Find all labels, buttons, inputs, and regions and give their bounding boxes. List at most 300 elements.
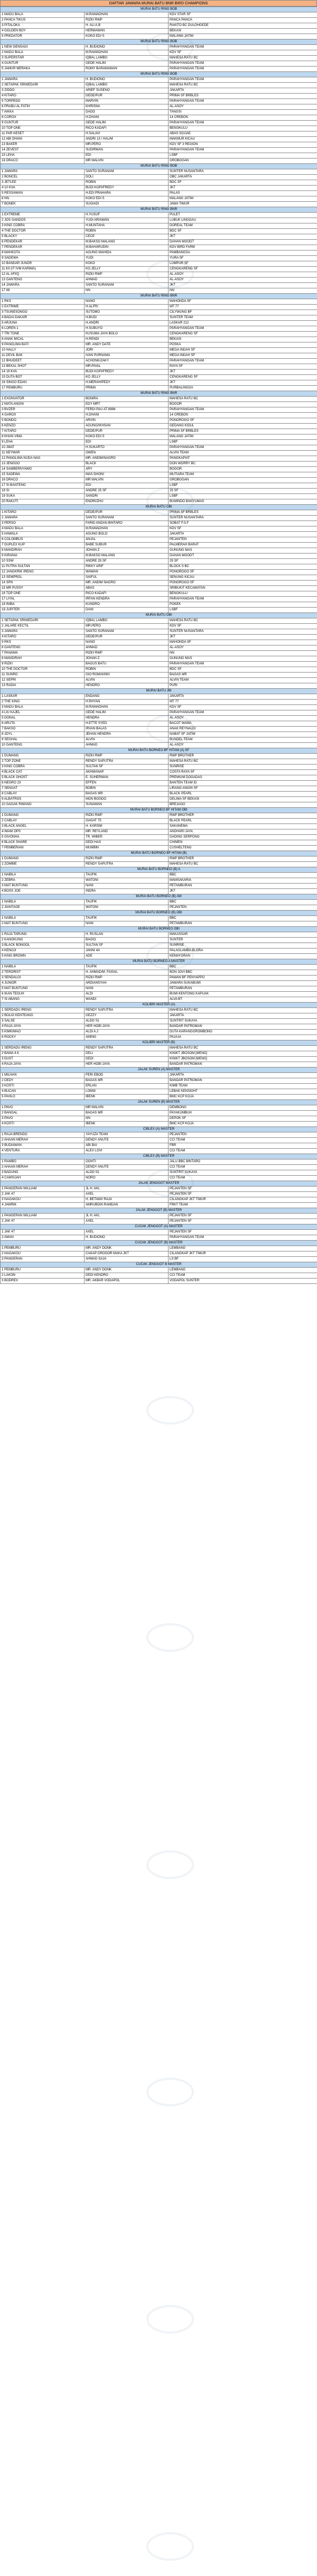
- owner-name-cell: ABAS: [85, 586, 169, 591]
- team-name-cell: CCI TEAM: [169, 1149, 317, 1154]
- owner-name-cell: SUNAWAN: [85, 802, 169, 808]
- class-header-row: [1, 959, 317, 965]
- team-name-cell: PARAHYANGAN TEAM: [169, 407, 317, 413]
- bird-name-cell: 2 KANGKUNG: [1, 938, 85, 943]
- bird-name-cell: 17 SI BANTENG: [1, 483, 85, 489]
- class-header-row: [1, 613, 317, 618]
- owner-name-cell: TAUFIK: [85, 916, 169, 921]
- owner-name-cell: NANO: [85, 299, 169, 305]
- bird-name-cell: 3 BADUNG: [1, 1170, 85, 1176]
- owner-name-cell: JANNI 4A: [85, 948, 169, 954]
- table-row: [1, 667, 317, 673]
- owner-name-cell: RENDY SAPUTRA: [85, 1008, 169, 1013]
- table-row: [1, 1051, 317, 1057]
- table-row: [1, 337, 317, 342]
- team-name-cell: JAKARTA: [169, 694, 317, 700]
- owner-name-cell: ANDRE 25 SF: [85, 559, 169, 564]
- class-header: KOLIBRI MASTER (A): [1, 1003, 317, 1008]
- table-row: [1, 727, 317, 732]
- bird-name-cell: 6 COLOMBUS: [1, 537, 85, 543]
- class-header-row: [1, 1100, 317, 1105]
- class-header-row: [1, 851, 317, 857]
- table-row: [1, 342, 317, 348]
- class-header-row: [1, 1224, 317, 1230]
- table-row: [1, 288, 317, 294]
- team-name-cell: PREMIUM DOGADAS: [169, 775, 317, 781]
- table-row: [1, 1019, 317, 1024]
- team-name-cell: LIRANG ANGIN SF: [169, 786, 317, 792]
- owner-name-cell: H. BUDIONO: [85, 1235, 169, 1241]
- table-row: [1, 240, 317, 245]
- table-row: [1, 223, 317, 229]
- table-row: [1, 131, 317, 137]
- owner-name-cell: H.EDI PRAHARA: [85, 191, 169, 196]
- watermark-logo-icon: [146, 2305, 194, 2334]
- watermark-logo-icon: [146, 1396, 194, 1425]
- table-row: [1, 478, 317, 483]
- team-name-cell: FRKT TEAM: [169, 1203, 317, 1208]
- bird-name-cell: 7 DUPLEX KUP: [1, 543, 85, 548]
- bird-name-cell: 6 NEGRO 23: [1, 781, 85, 786]
- table-row: [1, 1046, 317, 1051]
- bird-name-cell: 10 HALLY: [1, 348, 85, 353]
- team-name-cell: PONOROGO SF: [169, 418, 317, 424]
- owner-name-cell: HER HOBI JAYA: [85, 1024, 169, 1030]
- team-name-cell: SUNTER NUSANTARA: [169, 629, 317, 635]
- watermark-logo-icon: [146, 2078, 194, 2106]
- owner-name-cell: YAYUZA TEAM: [85, 1132, 169, 1138]
- owner-name-cell: KO.JELLY: [85, 267, 169, 272]
- table-row: [1, 99, 317, 104]
- team-name-cell: MUTIARA TEAM: [169, 472, 317, 478]
- team-name-cell: PRIMA SF BRBLES: [169, 510, 317, 516]
- team-name-cell: BMC KCP KOJA: [169, 1122, 317, 1127]
- bird-name-cell: 1 EXTREME: [1, 213, 85, 218]
- table-row: [1, 218, 317, 223]
- class-header: MURAI BATU OBI: [1, 613, 317, 618]
- table-row: [1, 456, 317, 462]
- bird-name-cell: 7 SI ABANG: [1, 997, 85, 1003]
- class-header-row: [1, 294, 317, 299]
- team-name-cell: BOGOR: [169, 467, 317, 472]
- bird-name-cell: 4 GAROX: [1, 413, 85, 418]
- team-name-cell: CCI TEAM: [169, 1165, 317, 1170]
- team-name-cell: SENUNG KICAU: [169, 575, 317, 581]
- class-header-row: [1, 1181, 317, 1187]
- table-row: [1, 483, 317, 489]
- table-row: [1, 1116, 317, 1122]
- table-row: [1, 251, 317, 256]
- owner-name-cell: MR. ANDY DONK: [85, 1268, 169, 1273]
- table-row: [1, 1062, 317, 1068]
- bird-name-cell: 15 DUTA BOT: [1, 375, 85, 380]
- bird-name-cell: 5 HAWALA: [1, 532, 85, 537]
- owner-name-cell: MUMBIN: [85, 846, 169, 851]
- team-name-cell: JKT: [169, 889, 317, 894]
- bird-name-cell: 1 DUMANG: [1, 813, 85, 819]
- team-name-cell: LS BF: [169, 1257, 317, 1262]
- table-row: [1, 1084, 317, 1089]
- owner-name-cell: TAUFIK: [85, 900, 169, 905]
- bird-name-cell: 1 RAJA BRENDO: [1, 1132, 85, 1138]
- bird-name-cell: 4 KITARO: [1, 635, 85, 640]
- table-row: [1, 451, 317, 456]
- table-row: [1, 624, 317, 629]
- team-name-cell: PEJANTEN: [169, 905, 317, 911]
- team-name-cell: PANGKAPIAT: [169, 456, 317, 462]
- table-row: [1, 1170, 317, 1176]
- owner-name-cell: AMING: [85, 1035, 169, 1040]
- table-row: [1, 884, 317, 889]
- table-row: [1, 148, 317, 153]
- owner-name-cell: ROBIN: [85, 667, 169, 673]
- team-name-cell: BEKASI: [169, 29, 317, 34]
- table-row: [1, 229, 317, 234]
- owner-name-cell: ADE: [85, 954, 169, 959]
- team-name-cell: MAHONDA SF: [169, 299, 317, 305]
- bird-name-cell: 10 GANTENG: [1, 743, 85, 748]
- owner-name-cell: BAGIO: [85, 938, 169, 943]
- team-name-cell: LSBF: [169, 153, 317, 159]
- table-row: [1, 429, 317, 434]
- class-header: CUCAK JENGGOT B MASTER: [1, 1262, 317, 1268]
- bird-name-cell: 2 PANCA TIKUS: [1, 18, 85, 23]
- owner-name-cell: JOHAN Z: [85, 548, 169, 554]
- team-name-cell: BBC: [169, 873, 317, 878]
- owner-name-cell: RIZKI RWP: [85, 651, 169, 656]
- bird-name-cell: 12 BHUDEET: [1, 359, 85, 364]
- table-row: [1, 970, 317, 976]
- bird-name-cell: 3 JETLEE: [1, 180, 85, 186]
- table-row: [1, 1132, 317, 1138]
- team-name-cell: BOGOR: [169, 402, 317, 407]
- team-name-cell: SUNTER NUSANTARA: [169, 169, 317, 175]
- team-name-cell: CILANGKAP JKT TIMUR: [169, 1197, 317, 1203]
- bird-name-cell: 5 RESSAWAN: [1, 191, 85, 196]
- bird-name-cell: 5 DONAL: [1, 716, 85, 721]
- team-name-cell: PAWAN BF PENYAPPO: [169, 976, 317, 981]
- team-name-cell: GROBOGAN: [169, 478, 317, 483]
- team-name-cell: MAKMUR KICAU: [169, 137, 317, 142]
- team-name-cell: MAKASSAR: [169, 932, 317, 938]
- table-row: [1, 121, 317, 126]
- table-row: [1, 819, 317, 824]
- table-row: [1, 781, 317, 786]
- bird-name-cell: 3 TSUNESONGO: [1, 310, 85, 315]
- table-row: [1, 45, 317, 50]
- team-name-cell: VODAPOL SUNTER: [169, 1279, 317, 1284]
- owner-name-cell: DANI: [85, 608, 169, 613]
- team-name-cell: PEJANTEN SF: [169, 1219, 317, 1224]
- page-title: DAFTAR JAWARA MURAI BATU BNR BIRD CHAMPIONS: [0, 0, 317, 6]
- bird-name-cell: 13 BAKER: [1, 142, 85, 148]
- table-row: [1, 954, 317, 959]
- owner-name-cell: IQBAL LAMBO: [85, 83, 169, 88]
- table-row: [1, 564, 317, 570]
- team-name-cell: BLACK PEARL: [169, 819, 317, 824]
- bird-name-cell: 12 SEPRI: [1, 678, 85, 683]
- owner-name-cell: DEDI: [85, 1057, 169, 1062]
- owner-name-cell: TAUFIK: [85, 873, 169, 878]
- owner-name-cell: GEDE HALIM: [85, 710, 169, 716]
- bird-name-cell: 2 JAK 47: [1, 1192, 85, 1197]
- bird-name-cell: 16 DRACO: [1, 478, 85, 483]
- team-name-cell: SUNTER TEAM: [169, 315, 317, 321]
- results-document: [0, 0, 317, 1284]
- table-row: [1, 629, 317, 635]
- class-header: MURAI BATU RING BNR: [1, 294, 317, 299]
- owner-name-cell: ROMY BARAMAWAN: [85, 67, 169, 72]
- owner-name-cell: ERLAN: [85, 1084, 169, 1089]
- team-name-cell: PEJANTEN: [169, 1132, 317, 1138]
- team-name-cell: PETAMBURAN: [169, 921, 317, 927]
- owner-name-cell: KOKO EDI S: [85, 434, 169, 440]
- class-header-row: [1, 72, 317, 77]
- bird-name-cell: 4 KENOJI: [1, 948, 85, 954]
- bird-name-cell: 5 BLACKY: [1, 234, 85, 240]
- bird-name-cell: 1 MILHAN: [1, 1073, 85, 1078]
- bird-name-cell: 11 KII (IT IVM KARIMA): [1, 267, 85, 272]
- table-row: [1, 591, 317, 597]
- owner-name-cell: JL H. AKL: [85, 1214, 169, 1219]
- bird-name-cell: 2 JAWARA: [1, 516, 85, 521]
- team-name-cell: LEBAK KENSIGHT: [169, 1089, 317, 1095]
- bird-name-cell: 1 LASKAR: [1, 694, 85, 700]
- team-name-cell: BBC: [169, 965, 317, 970]
- table-row: [1, 321, 317, 326]
- bird-name-cell: 13 JENGGO: [1, 462, 85, 467]
- team-name-cell: MEGA INDAH SF: [169, 348, 317, 353]
- table-row: [1, 88, 317, 94]
- team-name-cell: BDC SF: [169, 180, 317, 186]
- owner-name-cell: BUDI KOPI/FREDY: [85, 370, 169, 375]
- team-name-cell: RWP BROTHER: [169, 857, 317, 862]
- owner-name-cell: ANDRI 13 / HALIM: [85, 137, 169, 142]
- table-row: [1, 645, 317, 651]
- table-row: [1, 180, 317, 186]
- table-row: [1, 510, 317, 516]
- class-header: MURAI BATU RING BOB: [1, 164, 317, 169]
- team-name-cell: PARAHYANGAN TEAM: [169, 359, 317, 364]
- team-name-cell: MAHESA RATU BC: [169, 1046, 317, 1051]
- owner-name-cell: WAWAN: [85, 570, 169, 575]
- class-header: MURAI BATU RING BOB: [1, 7, 317, 12]
- bird-name-cell: 6 KENZO: [1, 424, 85, 429]
- bird-name-cell: 5 PREDATOR: [1, 34, 85, 39]
- table-row: [1, 575, 317, 581]
- bird-name-cell: 4 BOSS JOE: [1, 889, 85, 894]
- bird-name-cell: 12 ABI DHANI: [1, 137, 85, 142]
- owner-name-cell: WATONI: [85, 878, 169, 884]
- table-row: [1, 424, 317, 429]
- team-name-cell: ANDHARI JAYA: [169, 829, 317, 835]
- owner-name-cell: H. BUDIONO: [85, 45, 169, 50]
- table-row: [1, 364, 317, 370]
- team-name-cell: 25 SF: [169, 489, 317, 494]
- owner-name-cell: YUDI ARIAWAN: [85, 218, 169, 223]
- owner-name-cell: ALDO S1: [85, 1170, 169, 1176]
- team-name-cell: KDV SF: [169, 624, 317, 629]
- owner-name-cell: HENDRA: [85, 716, 169, 721]
- team-name-cell: PEJANTEN SF: [169, 1192, 317, 1197]
- bird-name-cell: 2 DEDY: [1, 1078, 85, 1084]
- team-name-cell: KDV STAR SF: [169, 12, 317, 18]
- owner-name-cell: RIZKI RWP: [85, 813, 169, 819]
- team-name-cell: JAKARTA: [169, 1013, 317, 1019]
- table-row: [1, 104, 317, 110]
- class-header: CIBLEX (A) MASTER: [1, 1127, 317, 1132]
- bird-name-cell: 7 KITARO: [1, 429, 85, 434]
- team-name-cell: PAMBANGSA: [169, 251, 317, 256]
- class-header: MURAI BATU BORNEO OBI: [1, 927, 317, 932]
- owner-name-cell: ANDRE 25 SF: [85, 489, 169, 494]
- bird-name-cell: 2 SETAPAK SRIWEDARI: [1, 83, 85, 88]
- team-name-cell: DAHAN MOODT: [169, 240, 317, 245]
- owner-name-cell: AHMAD: [85, 743, 169, 748]
- class-header-row: [1, 808, 317, 813]
- table-row: [1, 407, 317, 413]
- bird-name-cell: 14 SAMBERNYAWO: [1, 467, 85, 472]
- table-row: [1, 1257, 317, 1262]
- class-header-row: [1, 748, 317, 754]
- bird-name-cell: 7 PENDEKAR: [1, 245, 85, 251]
- results-table: [0, 6, 317, 1284]
- owner-name-cell: DEDE/PUR: [85, 510, 169, 516]
- bird-name-cell: 17 69: [1, 288, 85, 294]
- bird-name-cell: 1 MADU BALA: [1, 12, 85, 18]
- team-name-cell: LSBF: [169, 608, 317, 613]
- table-row: [1, 981, 317, 986]
- class-header: MURAI BATU BORNEO A MASTER: [1, 959, 317, 965]
- bird-name-cell: 2 THE KING: [1, 700, 85, 705]
- table-row: [1, 1159, 317, 1165]
- team-name-cell: OBC JAKARTA: [169, 175, 317, 180]
- team-name-cell: BUMINDO BANYUMAS: [169, 499, 317, 505]
- team-name-cell: PARAHYANGAN TEAM: [169, 710, 317, 716]
- bird-name-cell: 1 PEMBURU: [1, 1246, 85, 1251]
- owner-name-cell: ROBIN: [85, 180, 169, 186]
- class-header: MURAI BATU BORNEO BF HITAM OBI: [1, 808, 317, 813]
- class-header-row: [1, 1262, 317, 1268]
- team-name-cell: JKT: [169, 186, 317, 191]
- table-row: [1, 1187, 317, 1192]
- bird-name-cell: 2 ZEBRA: [1, 878, 85, 884]
- bird-name-cell: 1 SERDADU IRENG: [1, 1008, 85, 1013]
- team-name-cell: DOREAL TEAM: [169, 223, 317, 229]
- owner-name-cell: JOHAN Z: [85, 656, 169, 662]
- owner-name-cell: H.RENDI: [85, 337, 169, 342]
- team-name-cell: AL-ASOY: [169, 716, 317, 721]
- team-name-cell: CCI TEAM: [169, 1176, 317, 1181]
- team-name-cell: DAHAN MOODT: [169, 554, 317, 559]
- team-name-cell: PAJAJA: [169, 1035, 317, 1040]
- table-row: [1, 83, 317, 88]
- table-row: [1, 23, 317, 29]
- owner-name-cell: SANDRI: [85, 494, 169, 499]
- team-name-cell: AL-ASOY: [169, 272, 317, 278]
- bird-name-cell: 11 PUTRA SULTAN: [1, 564, 85, 570]
- owner-name-cell: PRIMA: [85, 386, 169, 391]
- team-name-cell: LUBUK LINGGAU: [169, 218, 317, 223]
- watermark-logo-icon: [146, 1850, 194, 1879]
- bird-name-cell: 2 EXTRIME: [1, 305, 85, 310]
- team-name-cell: JKT: [169, 380, 317, 386]
- team-name-cell: PEJANTEN SF: [169, 1214, 317, 1219]
- table-row: [1, 1073, 317, 1078]
- bird-name-cell: 2 BOLIO KENTEANG: [1, 1013, 85, 1019]
- bird-name-cell: 1 NABILA: [1, 916, 85, 921]
- team-name-cell: BANDAR PATROMAN: [169, 1062, 317, 1068]
- table-row: [1, 434, 317, 440]
- bird-name-cell: 1 NABILA: [1, 900, 85, 905]
- team-name-cell: BDC SF: [169, 667, 317, 673]
- owner-name-cell: IVAN PURNAMA: [85, 353, 169, 359]
- owner-name-cell: DEDE/PUR: [85, 635, 169, 640]
- owner-name-cell: KUSUMA JAYA BOLO: [85, 332, 169, 337]
- owner-name-cell: NANO: [85, 640, 169, 645]
- watermark-logo-icon: [146, 2532, 194, 2561]
- owner-name-cell: WANDI: [85, 997, 169, 1003]
- table-row: [1, 1111, 317, 1116]
- owner-name-cell: EFFEN: [85, 781, 169, 786]
- team-name-cell: LEMBANG: [169, 1246, 317, 1251]
- owner-name-cell: RENDY SAPUTRA: [85, 862, 169, 867]
- class-header-row: [1, 1154, 317, 1159]
- class-header-row: [1, 164, 317, 169]
- class-header: JALAK SUREN (A) MASTER: [1, 1068, 317, 1073]
- owner-name-cell: H. RUSLAN: [85, 932, 169, 938]
- team-name-cell: PURBALINGGA: [169, 386, 317, 391]
- team-name-cell: NN: [169, 651, 317, 656]
- table-row: [1, 862, 317, 867]
- table-row: [1, 759, 317, 765]
- bird-name-cell: 9 GUNTUR: [1, 121, 85, 126]
- bird-name-cell: 1 KITARO: [1, 510, 85, 516]
- owner-name-cell: AGUNG WAHIDA: [85, 251, 169, 256]
- bird-name-cell: 5 BLACK GHOST: [1, 775, 85, 781]
- owner-name-cell: TR. WIBER: [85, 835, 169, 840]
- bird-name-cell: 1 RAJA TARUNG: [1, 932, 85, 938]
- owner-name-cell: ALVIN: [85, 678, 169, 683]
- bird-name-cell: 1 NABILA: [1, 873, 85, 878]
- table-row: [1, 900, 317, 905]
- owner-name-cell: GAGAT 75: [85, 819, 169, 824]
- bird-name-cell: 8 MAHKOTA: [1, 251, 85, 256]
- bird-name-cell: 3 BLACK ANGEL: [1, 824, 85, 829]
- team-name-cell: AL-ASOY: [169, 104, 317, 110]
- team-name-cell: POKEK: [169, 602, 317, 608]
- team-name-cell: SUNRISE: [169, 943, 317, 948]
- bird-name-cell: 2 LAKON: [1, 1273, 85, 1279]
- table-row: [1, 716, 317, 721]
- team-name-cell: AL-ASOY: [169, 743, 317, 748]
- owner-name-cell: H.MERAH/PEDY: [85, 380, 169, 386]
- table-row: [1, 813, 317, 819]
- bird-name-cell: 1 RKS: [1, 299, 85, 305]
- bird-name-cell: 15 SADEWA: [1, 472, 85, 478]
- table-row: [1, 732, 317, 737]
- table-row: [1, 1095, 317, 1100]
- table-row: [1, 445, 317, 451]
- table-row: [1, 332, 317, 337]
- table-row: [1, 683, 317, 689]
- table-row: [1, 56, 317, 61]
- table-row: [1, 126, 317, 131]
- owner-name-cell: DEDE/PUR: [85, 94, 169, 99]
- team-name-cell: PONOROGO SF: [169, 581, 317, 586]
- bird-name-cell: 3 BODREX: [1, 1279, 85, 1284]
- class-header-row: [1, 1003, 317, 1008]
